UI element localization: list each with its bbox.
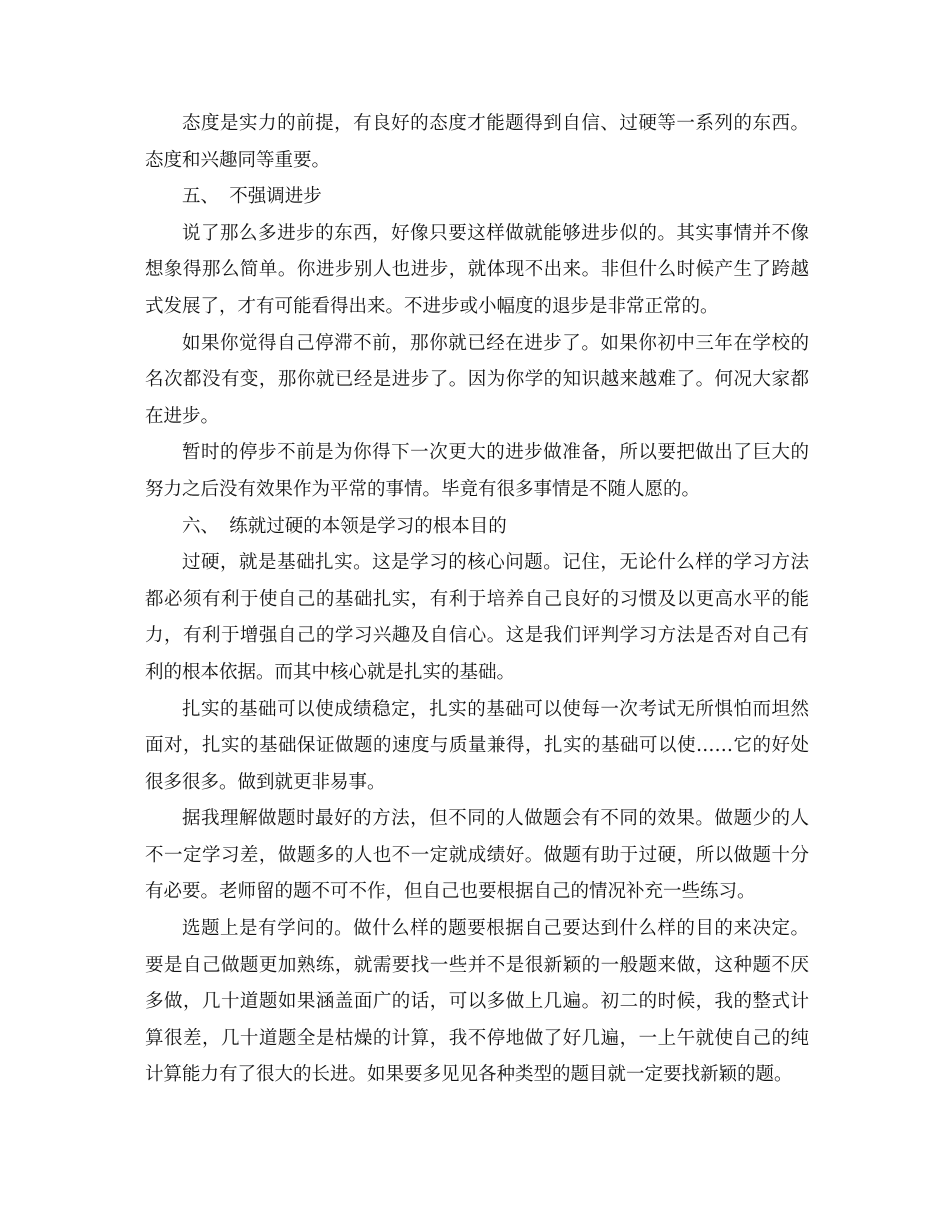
paragraph-progress-2: 如果你觉得自己停滞不前，那你就已经在进步了。如果你初中三年在学校的名次都没有变，那你就已经是进步了。因为你学的知识越来越难了。何况大家都在进步。 xyxy=(145,332,809,427)
section-title: 不强调进步 xyxy=(229,186,322,208)
section-heading-6 xyxy=(145,509,809,546)
document-page xyxy=(145,106,809,1094)
section-number: 五、 xyxy=(182,186,220,208)
paragraph-foundation-1: 过硬，就是基础扎实。这是学习的核心问题。记住，无论什么样的学习方法都必须有利于使自己的基础扎实，有利于培养自己良好的习惯及以更高水平的能力，有利于增强自己的学习兴趣及自信心。这是我们评判学习方法是否对自己有利的根本依据。而其中核心就是扎实的基础。 xyxy=(145,552,809,683)
section-heading-5 xyxy=(145,179,809,216)
paragraph-practice-2: 选题上是有学问的。做什么样的题要根据自己要达到什么样的目的来决定。要是自己做题更加熟练，就需要找一些并不是很新颖的一般题来做，这种题不厌多做，几十道题如果涵盖面广的话，可以多做上几遍。初二的时候，我的整式计算很差，几十道题全是枯燥的计算，我不停地做了好几遍，一上午就使自己的纯计算能力有了很大的长进。如果要多见见各种类型的题目就一定要找新颖的题。 xyxy=(145,918,809,1086)
paragraph-progress-3: 暂时的停步不前是为你得下一次更大的进步做准备，所以要把做出了巨大的努力之后没有效果作为平常的事情。毕竟有很多事情是不随人愿的。 xyxy=(145,442,809,500)
paragraph-practice-1: 据我理解做题时最好的方法，但不同的人做题会有不同的效果。做题少的人不一定学习差，做题多的人也不一定就成绩好。做题有助于过硬，所以做题十分有必要。老师留的题不可不作，但自己也要根据自己的情况补充一些练习。 xyxy=(145,808,809,903)
paragraph-foundation-2: 扎实的基础可以使成绩稳定，扎实的基础可以使每一次考试无所惧怕而坦然面对，扎实的基础保证做题的速度与质量兼得，扎实的基础可以使……它的好处很多很多。做到就更非易事。 xyxy=(145,698,809,793)
section-number: 六、 xyxy=(182,515,220,537)
paragraph-attitude: 态度是实力的前提，有良好的态度才能题得到自信、过硬等一系列的东西。态度和兴趣同等重要。 xyxy=(145,113,809,171)
paragraph-progress-1: 说了那么多进步的东西，好像只要这样做就能够进步似的。其实事情并不像想象得那么简单。你进步别人也进步，就体现不出来。非但什么时候产生了跨越式发展了，才有可能看得出来。不进步或小幅度的退步是非常正常的。 xyxy=(145,222,809,317)
section-title: 练就过硬的本领是学习的根本目的 xyxy=(229,515,507,537)
